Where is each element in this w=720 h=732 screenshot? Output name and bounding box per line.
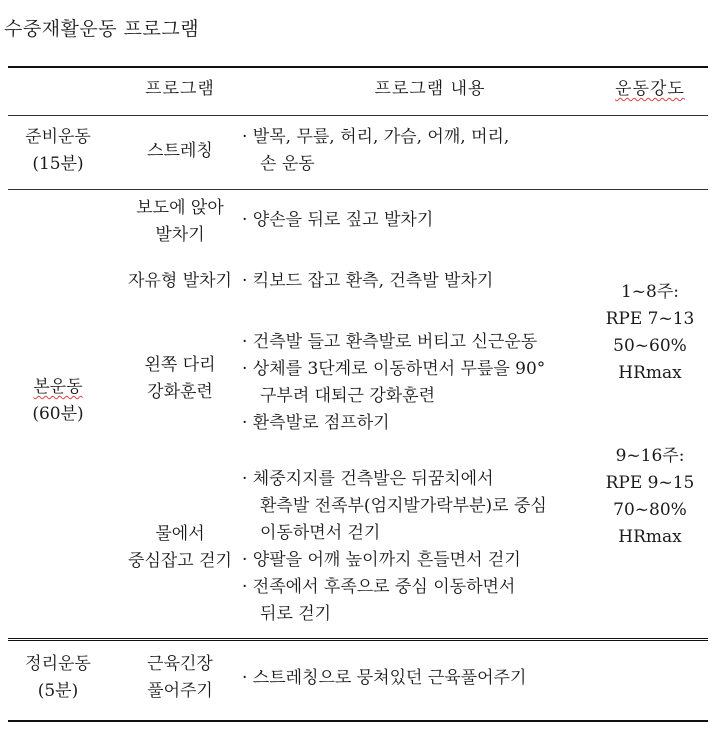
cooldown-content: · 스트레칭으로 뭉쳐있던 근육풀어주기	[242, 668, 527, 688]
table-bottom-rule	[8, 720, 708, 722]
main-content-1: · 양손을 뒤로 짚고 발차기	[242, 210, 434, 230]
main-program-4: 물에서 중심잡고 걷기	[128, 524, 232, 571]
header-intensity: 운동강도	[615, 79, 685, 99]
warmup-program: 스트레칭	[147, 141, 213, 161]
intensity-weeks-1-8: 1~8주: RPE 7~13 50~60% HRmax	[605, 282, 695, 383]
header-program: 프로그램	[145, 79, 215, 99]
table-top-rule	[8, 66, 708, 68]
intensity-weeks-9-16: 9~16주: RPE 9~15 70~80% HRmax	[605, 446, 695, 547]
warmup-content: · 발목, 무릎, 허리, 가슴, 어깨, 머리, 손 운동	[242, 127, 510, 174]
main-content-3: · 건측발 들고 환측발로 버티고 신근운동 · 상체를 3단계로 이동하면서 무릎을 90° 구부려 대퇴근 강화훈련 · 환측발로 점프하기	[242, 332, 546, 433]
warmup-bottom-rule	[8, 189, 708, 190]
main-program-1: 보도에 앉아 발차기	[136, 198, 224, 245]
main-bottom-rule	[8, 638, 708, 641]
main-content-2: · 킥보드 잡고 환측, 건측발 발차기	[242, 271, 494, 291]
main-content-4: · 체중지지를 건측발은 뒤꿈치에서 환측발 전족부(엄지발가락부분)로 중심 이동하면서 걷기 · 양팔을 어깨 높이까지 흔들면서 걷기 · 전족에서 후족으로 중심 이동하면서 뒤로 걷기	[242, 469, 547, 624]
main-program-3: 왼쪽 다리 강화훈련	[144, 355, 216, 402]
header-bottom-rule	[8, 115, 708, 116]
document-title: 수중재활운동 프로그램	[4, 18, 200, 40]
warmup-phase: 준비운동 (15분)	[25, 127, 91, 174]
main-phase: 본운동 (60분)	[32, 377, 84, 424]
cooldown-phase: 정리운동 (5분)	[25, 654, 91, 701]
main-program-2: 자유형 발차기	[128, 271, 232, 291]
cooldown-program: 근육긴장 풀어주기	[147, 654, 213, 701]
header-content: 프로그램 내용	[374, 79, 486, 99]
